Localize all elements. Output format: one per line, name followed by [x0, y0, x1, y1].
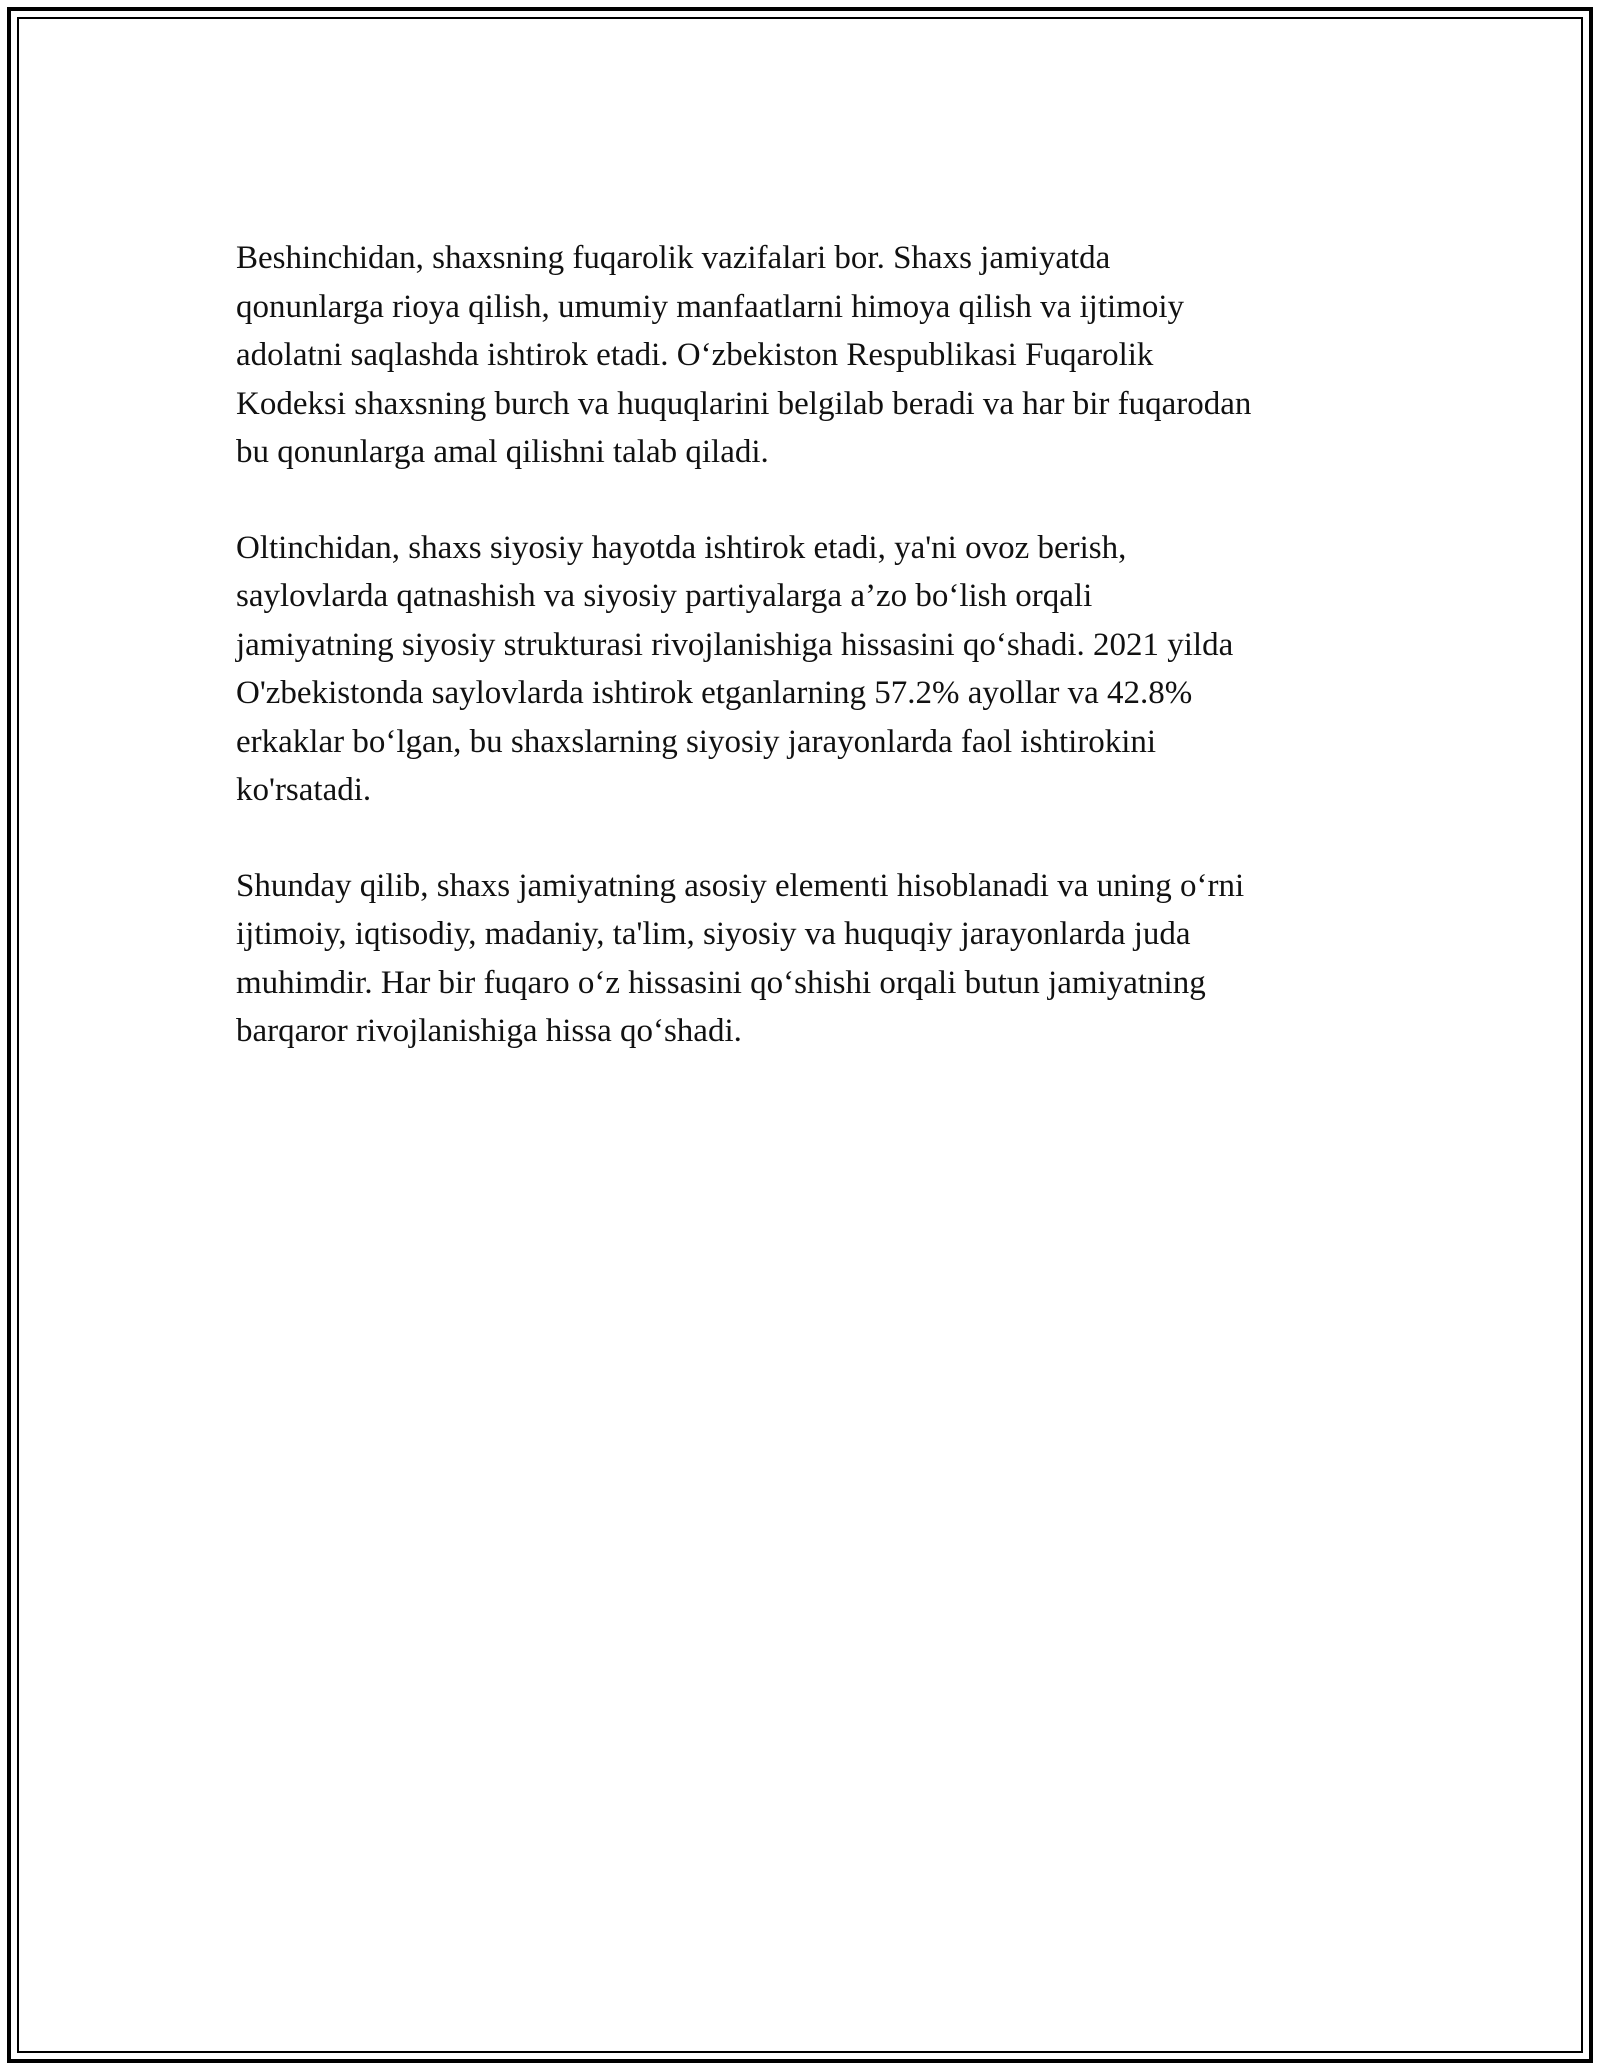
paragraph-civic-duties: Beshinchidan, shaxsning fuqarolik vazifalari bor. Shaxs jamiyatda qonunlarga rioya qilish, umumiy manfaatlarni himoya qilish va ijtimoiy adolatni saqlashda ishtirok etadi. O‘zbekiston Respublikasi Fuqarolik Kodeksi shaxsning burch va huquqlarini belgilab beradi va har bir fuqarodan bu qonunlarga amal qilishni talab qiladi.: [236, 240, 1252, 470]
paragraph-conclusion: Shunday qilib, shaxs jamiyatning asosiy elementi hisoblanadi va uning o‘rni ijtimoiy, iqtisodiy, madaniy, ta'lim, siyosiy va huquqiy jarayonlarda juda muhimdir. Har bir fuqaro o‘z hissasini qo‘shishi orqali butun jamiyatning barqaror rivojlanishiga hissa qo‘shadi.: [236, 867, 1245, 1049]
document-body: [236, 234, 1376, 1056]
paragraph-political-participation: Oltinchidan, shaxs siyosiy hayotda ishtirok etadi, ya'ni ovoz berish, saylovlarda qatnashish va siyosiy partiyalarga a’zo bo‘lish orqali jamiyatning siyosiy strukturasi rivojlanishiga hissasini qo‘shadi. 2021 yilda O'zbekistonda saylovlarda ishtirok etganlarning 57.2% ayollar va 42.8% erkaklar bo‘lgan, bu shaxslarning siyosiy jarayonlarda faol ishtirokini ko'rsatadi.: [236, 529, 1234, 808]
